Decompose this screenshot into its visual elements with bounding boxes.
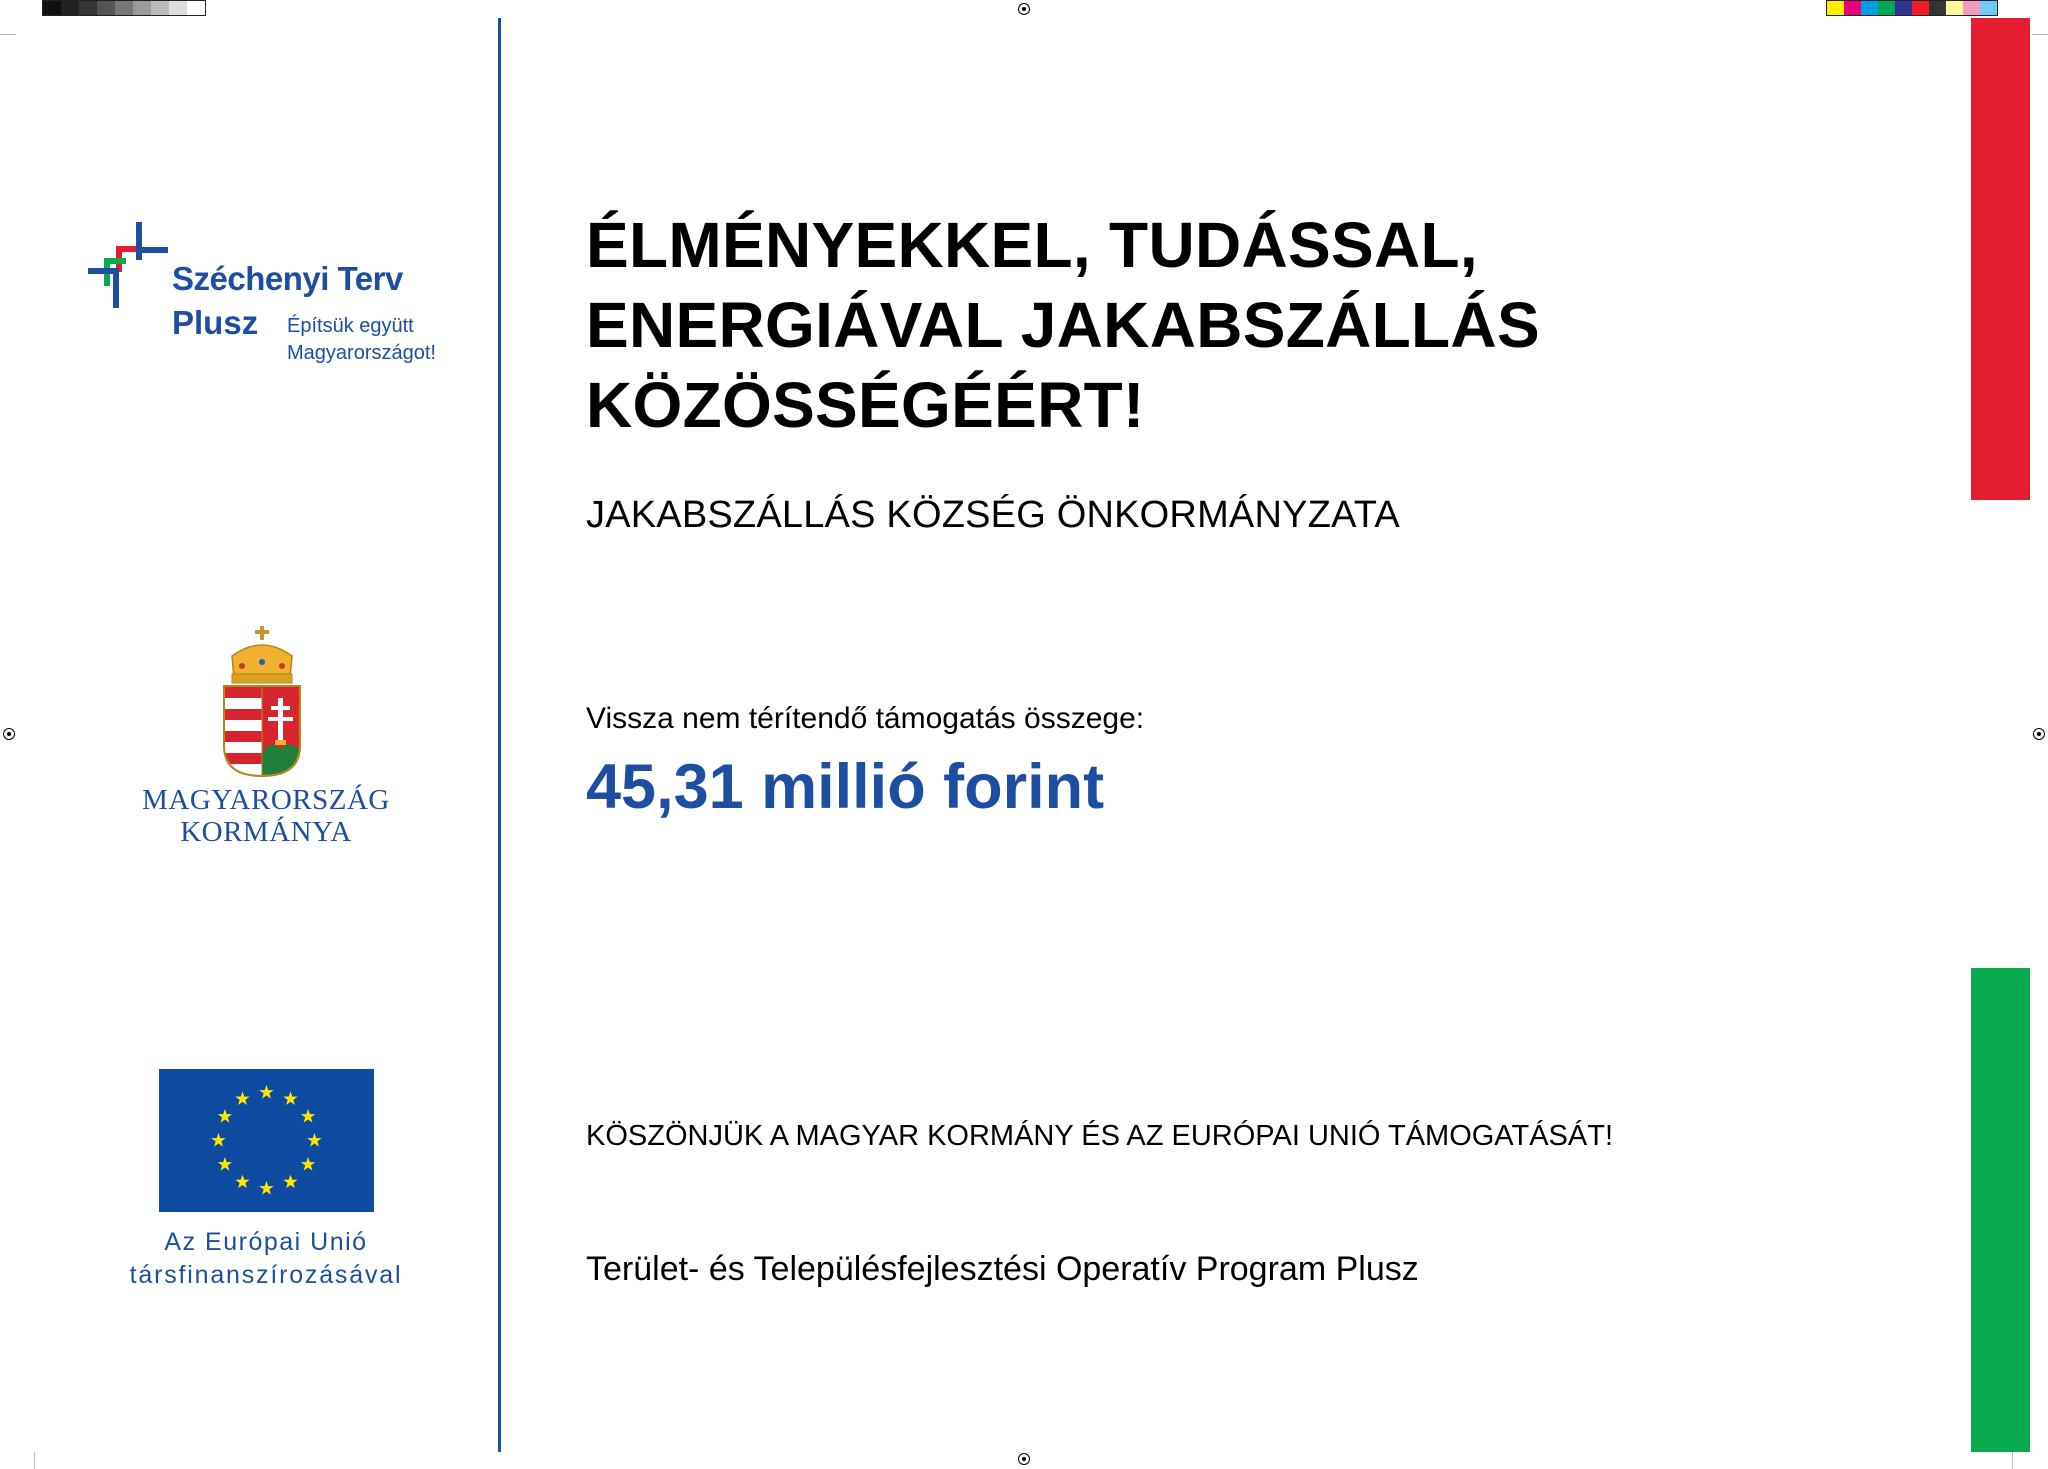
gray-swatch xyxy=(43,1,61,15)
beneficiary-name: JAKABSZÁLLÁS KÖZSÉG ÖNKORMÁNYZATA xyxy=(586,494,1400,536)
color-swatch xyxy=(1963,1,1980,15)
szechenyi-cross-icon xyxy=(88,222,178,312)
government-name-line2: KORMÁNYA xyxy=(180,816,352,848)
szechenyi-plusz: Plusz xyxy=(172,304,259,341)
title-line: ENERGIÁVAL JAKABSZÁLLÁS xyxy=(586,289,1540,361)
gray-swatch xyxy=(187,1,205,15)
color-swatch xyxy=(1827,1,1844,15)
color-swatch xyxy=(1912,1,1929,15)
gray-swatch xyxy=(61,1,79,15)
program-name: Terület- és Településfejlesztési Operatív Program Plusz xyxy=(586,1250,1419,1288)
szechenyi-slogan-line1: Építsük együtt xyxy=(287,315,414,337)
title-line: KÖZÖSSÉGÉÉRT! xyxy=(586,369,1145,441)
szechenyi-name: Széchenyi Terv xyxy=(172,260,403,297)
color-swatch xyxy=(1844,1,1861,15)
eu-caption-line1: Az Európai Unió xyxy=(164,1228,368,1256)
crop-mark xyxy=(34,1452,35,1469)
color-swatch xyxy=(1861,1,1878,15)
grant-label: Vissza nem térítendő támogatás összege: xyxy=(586,702,1145,735)
eu-flag-icon xyxy=(159,1069,374,1212)
flag-green-bar xyxy=(1971,968,2030,1452)
gray-swatch xyxy=(151,1,169,15)
gray-swatch xyxy=(115,1,133,15)
registration-mark-top xyxy=(1018,3,1030,15)
registration-mark-bottom xyxy=(1018,1453,1030,1465)
crop-mark xyxy=(2012,1452,2013,1469)
vertical-divider xyxy=(498,18,501,1452)
project-title xyxy=(586,205,1936,445)
title-line: ÉLMÉNYEKKEL, TUDÁSSAL, xyxy=(586,209,1478,281)
grant-amount: 45,31 millió forint xyxy=(586,752,1105,822)
color-swatch xyxy=(1878,1,1895,15)
gray-swatch xyxy=(79,1,97,15)
crop-mark xyxy=(2032,34,2048,35)
government-name-line1: MAGYARORSZÁG xyxy=(142,784,390,816)
flag-red-bar xyxy=(1971,18,2030,500)
registration-mark-right xyxy=(2033,728,2045,740)
thanks-statement: KÖSZÖNJÜK A MAGYAR KORMÁNY ÉS AZ EURÓPAI UNIÓ TÁMOGATÁSÁT! xyxy=(586,1120,1614,1152)
color-calibration-strip xyxy=(1826,0,1998,16)
hungarian-coat-of-arms-icon xyxy=(222,626,302,778)
eu-caption-line2: társfinanszírozásával xyxy=(129,1261,403,1289)
grayscale-calibration-strip xyxy=(42,0,206,16)
gray-swatch xyxy=(97,1,115,15)
crop-mark xyxy=(0,34,16,35)
color-swatch xyxy=(1980,1,1997,15)
color-swatch xyxy=(1946,1,1963,15)
color-swatch xyxy=(1895,1,1912,15)
szechenyi-slogan-line2: Magyarországot! xyxy=(287,342,436,364)
gray-swatch xyxy=(133,1,151,15)
color-swatch xyxy=(1929,1,1946,15)
gray-swatch xyxy=(169,1,187,15)
registration-mark-left xyxy=(3,728,15,740)
